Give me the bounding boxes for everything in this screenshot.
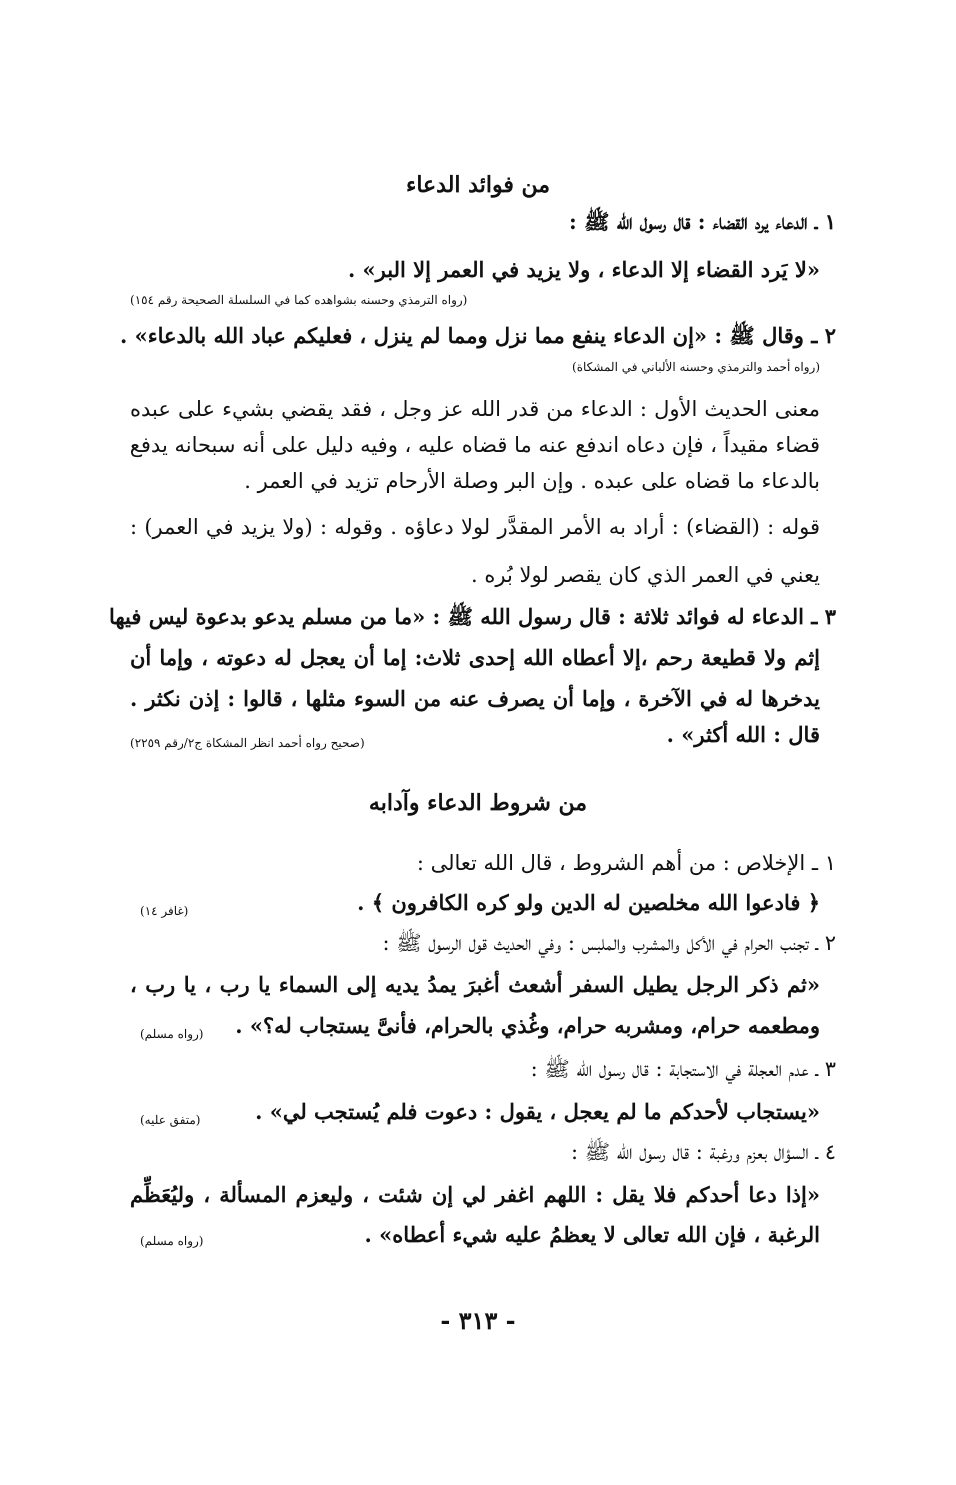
meaning-line-5: يعني في العمر الذي كان يقصر لولا بُره . xyxy=(471,563,820,587)
item-3-line-3: يدخرها له في الآخرة ، وإما أن يصرف عنه من السوء مثلها ، قالوا : إذن نكثر . xyxy=(130,686,820,711)
meaning-line-3: بالدعاء ما قضاه على عبده . وإن البر وصلة الأرحام تزيد في العمر . xyxy=(244,469,820,493)
item-1-heading: ١ ـ الدعاء يرد القضاء : قال رسول الله ﷺ : xyxy=(569,209,836,234)
condition-4-hadith-2: الرغبة ، فإن الله تعالى لا يعظمُ عليه شيء أعطاه» . xyxy=(364,1222,820,1247)
item-3-line-1: ٣ ـ الدعاء له فوائد ثلاثة : قال رسول الله ﷺ : «ما من مسلم يدعو بدعوة ليس فيها xyxy=(108,604,836,629)
condition-1-heading: ١ ـ الإخلاص : من أهم الشروط ، قال الله تعالى : xyxy=(416,851,836,875)
section-title: من فوائد الدعاء xyxy=(405,172,551,198)
item-3-reference: (صحيح رواه أحمد انظر المشكاة ج٢/رقم ٢٢٥٩) xyxy=(130,736,365,750)
meaning-line-4: قوله : (القضاء) : أراد به الأمر المقدَّر لولا دعاؤه . وقوله : (ولا يزيد في العمر) : xyxy=(130,515,820,539)
condition-3-hadith: «يستجاب لأحدكم ما لم يعجل ، يقول : دعوت فلم يُستجب لي» . xyxy=(255,1099,820,1124)
section-title-2: من شروط الدعاء وآدابه xyxy=(368,790,588,816)
condition-4-heading: ٤ ـ السؤال بعزم ورغبة : قال رسول الله ﷺ : xyxy=(571,1140,836,1164)
condition-1-verse: ﴿ فادعوا الله مخلصين له الدين ولو كره الكافرون ﴾ . xyxy=(357,890,820,915)
condition-2-hadith-2: ومطعمه حرام، ومشربه حرام، وغُذي بالحرام، فأنىَّ يستجاب له؟» . xyxy=(235,1013,820,1038)
condition-3-heading: ٣ ـ عدم العجلة في الاستجابة : قال رسول الله ﷺ : xyxy=(530,1057,836,1081)
item-2-reference: (رواه أحمد والترمذي وحسنه الألباني في المشكاة) xyxy=(572,360,820,374)
condition-2-heading: ٢ ـ تجنب الحرام في الأكل والمشرب والملبس : وفي الحديث قول الرسول ﷺ : xyxy=(382,931,836,955)
condition-4-reference: (رواه مسلم) xyxy=(140,1234,204,1248)
item-1-hadith: «لا يَرد القضاء إلا الدعاء ، ولا يزيد في العمر إلا البر» . xyxy=(347,257,820,282)
condition-1-reference: (غافر ١٤) xyxy=(140,904,189,918)
item-1-reference: (رواه الترمذي وحسنه بشواهده كما في السلسلة الصحيحة رقم ١٥٤) xyxy=(130,293,468,307)
meaning-line-2: قضاء مقيداً ، فإن دعاه اندفع عنه ما قضاه عليه ، وفيه دليل على أنه سبحانه يدفع xyxy=(129,433,820,457)
condition-2-hadith-1: «ثم ذكر الرجل يطيل السفر أشعث أغبرَ يمدُ يديه إلى السماء يا رب ، يا رب ، xyxy=(130,972,820,997)
item-2-hadith: ٢ ـ وقال ﷺ : «إن الدعاء ينفع مما نزل ومما لم ينزل ، فعليكم عباد الله بالدعاء» . xyxy=(120,323,836,348)
item-3-line-2: إثم ولا قطيعة رحم ،إلا أعطاه الله إحدى ثلاث: إما أن يعجل له دعوته ، وإما أن xyxy=(130,645,820,670)
item-3-line-4: قال : الله أكثر» . xyxy=(666,722,820,747)
meaning-line-1: معنى الحديث الأول : الدعاء من قدر الله عز وجل ، فقد يقضي بشيء على عبده xyxy=(130,397,820,421)
condition-4-hadith-1: «إذا دعا أحدكم فلا يقل : اللهم اغفر لي إن شئت ، وليعزم المسألة ، وليُعَظِّم xyxy=(130,1182,820,1207)
condition-3-reference: (متفق عليه) xyxy=(140,1113,201,1127)
condition-2-reference: (رواه مسلم) xyxy=(140,1027,204,1041)
page-number: - ٣١٣ - xyxy=(440,1306,516,1335)
